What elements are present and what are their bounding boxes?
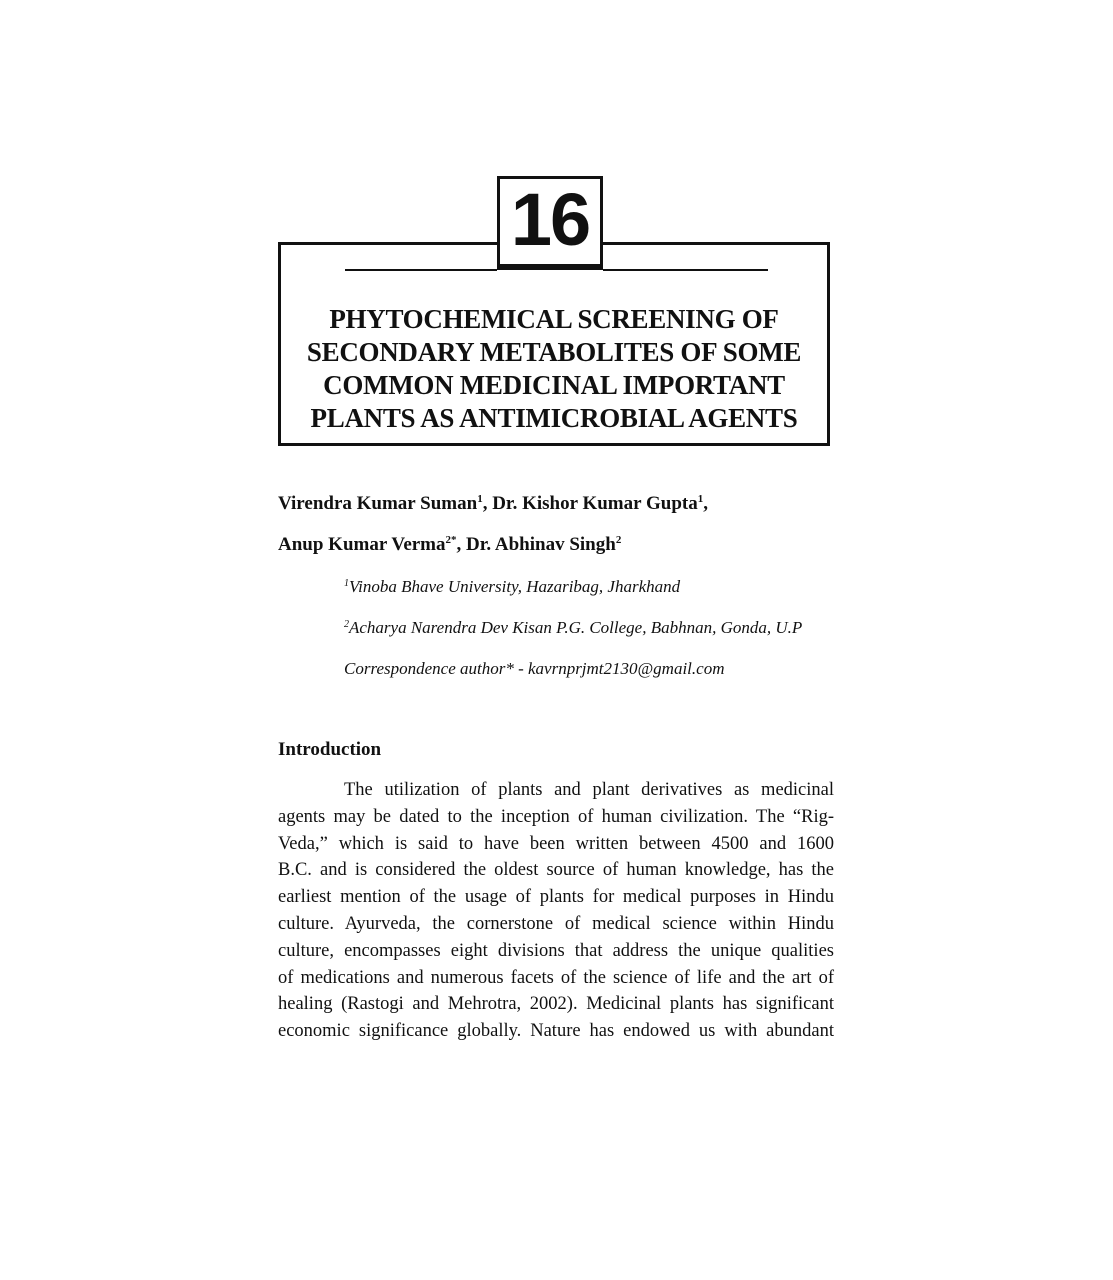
affiliation-text: Vinoba Bhave University, Hazaribag, Jharkhand <box>349 577 681 596</box>
author-line-1 <box>278 493 708 515</box>
author-separator: , <box>482 493 493 514</box>
chapter-title-line: COMMON MEDICINAL IMPORTANT <box>323 370 785 400</box>
author-name: Virendra Kumar Suman <box>278 493 478 514</box>
paragraph-line: healing (Rastogi and Mehrotra, 2002). Medicinal plants has significant <box>278 994 834 1015</box>
affiliation-1 <box>344 577 680 597</box>
author-name: Dr. Kishor Kumar Gupta <box>492 493 698 514</box>
chapter-title-line: PHYTOCHEMICAL SCREENING OF <box>329 304 779 334</box>
author-name: Dr. Abhinav Singh <box>466 534 616 555</box>
author-affiliation-mark: 1 <box>477 493 483 505</box>
chapter-number-box <box>497 176 603 270</box>
affiliation-2 <box>344 618 802 638</box>
paragraph-line: economic significance globally. Nature has endowed us with abundant <box>278 1021 834 1042</box>
paragraph-line: earliest mention of the usage of plants for medical purposes in Hindu <box>278 887 834 908</box>
paragraph-line: Veda,” which is said to have been written between 4500 and 1600 <box>278 833 834 854</box>
affiliation-text: Acharya Narendra Dev Kisan P.G. College, Babhnan, Gonda, U.P <box>349 618 803 637</box>
paragraph-line: B.C. and is considered the oldest source of human knowledge, has the <box>278 860 834 881</box>
paragraph-line: culture. Ayurveda, the cornerstone of medical science within Hindu <box>278 913 834 934</box>
author-separator: , <box>703 493 708 514</box>
chapter-title-line: PLANTS AS ANTIMICROBIAL AGENTS <box>310 403 798 433</box>
chapter-title-line: SECONDARY METABOLITES OF SOME <box>306 337 802 367</box>
author-line-2 <box>278 534 621 556</box>
affiliation-mark: 2 <box>344 619 349 630</box>
section-heading-introduction: Introduction <box>278 739 382 760</box>
author-affiliation-mark: 2* <box>445 534 457 546</box>
paragraph-line: agents may be dated to the inception of human civilization. The “Rig- <box>278 806 834 827</box>
affiliation-mark: 1 <box>344 578 349 589</box>
title-rule-right <box>603 269 768 271</box>
author-affiliation-mark: 2 <box>615 534 622 546</box>
paragraph-line: culture, encompasses eight divisions that address the unique qualities <box>278 940 834 961</box>
correspondence-author: Correspondence author* - kavrnprjmt2130@gmail.com <box>344 659 725 678</box>
author-affiliation-mark: 1 <box>697 493 704 505</box>
paragraph-line: of medications and numerous facets of the science of life and the art of <box>278 967 834 988</box>
paragraph-line: The utilization of plants and plant derivatives as medicinal <box>344 780 834 800</box>
introduction-paragraph <box>278 777 834 1045</box>
author-separator: , <box>456 534 467 555</box>
title-rule-left <box>345 269 497 271</box>
author-name: Anup Kumar Verma <box>278 534 446 555</box>
chapter-number: 16 <box>510 177 590 261</box>
chapter-title <box>281 303 827 435</box>
